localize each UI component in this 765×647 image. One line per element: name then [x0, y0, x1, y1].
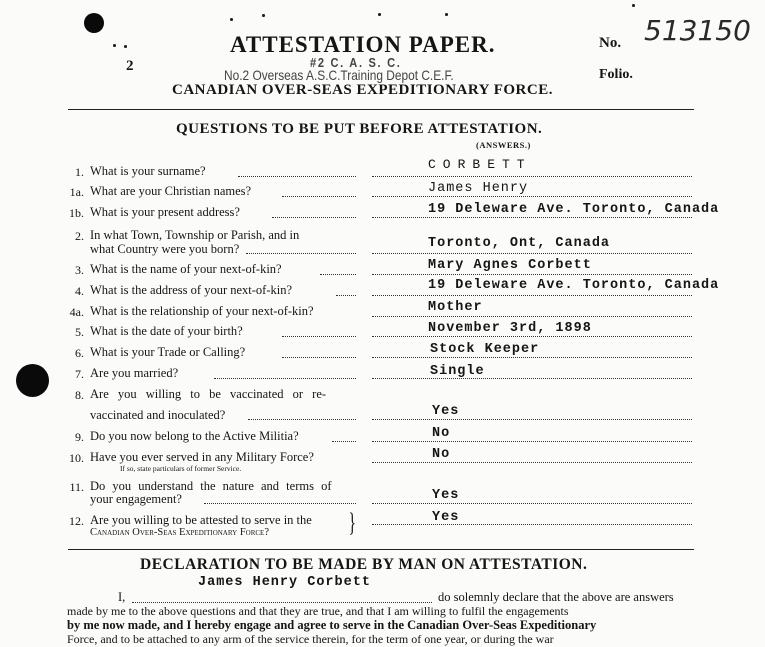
question-number: 1.: [75, 165, 84, 179]
question-leader: [238, 176, 356, 177]
question-leader: [248, 419, 356, 420]
question-text: Do you now belong to the Active Militia?: [90, 429, 299, 443]
question-text: Are you married?: [90, 366, 179, 380]
answer-understand: Yes: [432, 488, 460, 503]
question-number: 1b.: [69, 206, 84, 220]
speck: [113, 44, 116, 47]
question-number: 9.: [75, 430, 84, 444]
question-number: 11.: [69, 480, 84, 494]
questions-bottom-rule: [68, 549, 694, 550]
question-number: 3.: [75, 263, 84, 277]
answer-christian-names: James Henry: [428, 181, 529, 196]
question-number: 1a.: [69, 185, 84, 199]
answer-line: [372, 378, 692, 379]
speck: [378, 13, 381, 16]
answer-next-of-kin: Mary Agnes Corbett: [428, 258, 592, 273]
answer-line: [372, 217, 692, 218]
answer-line: [372, 316, 692, 317]
speck: [124, 45, 127, 48]
punch-hole-side: [16, 364, 49, 397]
question-leader: [282, 357, 356, 358]
question-text: What is the date of your birth?: [90, 324, 243, 338]
question-text-continued: Canadian Over-Seas Expeditionary Force?: [90, 527, 269, 538]
question-text: What are your Christian names?: [90, 184, 252, 198]
folio-label: Folio.: [599, 67, 633, 82]
document-title: ATTESTATION PAPER.: [230, 32, 496, 57]
unit-stamp-line2: No.2 Overseas A.S.C.Training Depot C.E.F.: [224, 67, 454, 83]
question-leader: [204, 503, 356, 504]
question-number: 6.: [75, 346, 84, 360]
answer-line: [372, 336, 692, 337]
answer-vaccinated: Yes: [432, 404, 460, 419]
question-leader: [336, 295, 356, 296]
question-leader: [320, 274, 356, 275]
question-text: What is your present address?: [90, 205, 240, 219]
question-text: Are you willing to be attested to serve in the: [90, 513, 312, 527]
header-rule: [68, 109, 694, 110]
declaration-line1-suffix: do solemnly declare that the above are answers: [438, 590, 674, 604]
question-number: 2.: [75, 229, 84, 243]
unit-stamp-line1: #2 C. A. S. C.: [310, 55, 402, 70]
answer-trade: Stock Keeper: [430, 342, 540, 357]
answer-relationship: Mother: [428, 300, 483, 315]
answer-line: [372, 357, 692, 358]
declaration-heading: DECLARATION TO BE MADE BY MAN ON ATTESTATION.: [140, 556, 588, 573]
answer-militia: No: [432, 426, 451, 441]
question-brace: }: [348, 508, 356, 537]
question-number: 12.: [69, 514, 84, 528]
question-text-continued: what Country were you born?: [90, 242, 240, 256]
question-text: What is your surname?: [90, 164, 206, 178]
declaration-name-line: [132, 602, 432, 603]
question-leader: [332, 441, 356, 442]
declarant-name: James Henry Corbett: [198, 575, 371, 590]
answer-military-service: No: [432, 447, 451, 462]
question-note: If so, state particulars of former Service.: [120, 464, 242, 473]
declaration-line4: Force, and to be attached to any arm of the service therein, for the term of one year, or during the war: [67, 632, 554, 646]
punch-hole-top: [84, 13, 104, 33]
speck: [230, 18, 233, 21]
question-text-continued: vaccinated and inoculated?: [90, 408, 226, 422]
question-number: 7.: [75, 367, 84, 381]
regimental-number: 513150: [644, 14, 751, 47]
corner-mark: 2: [126, 58, 134, 74]
speck: [262, 14, 265, 17]
questions-heading: QUESTIONS TO BE PUT BEFORE ATTESTATION.: [176, 121, 543, 137]
answer-line: [372, 503, 692, 504]
question-number: 4a.: [69, 305, 84, 319]
question-text: Do you understand the nature and terms of: [90, 479, 332, 493]
question-number: 4.: [75, 284, 84, 298]
number-label: No.: [599, 35, 622, 51]
declaration-line2: made by me to the above questions and that they are true, and that I am willing to fulfil the engagements: [67, 604, 569, 618]
question-text: Are you willing to be vaccinated or re-: [90, 387, 327, 401]
declaration-line3: by me now made, and I hereby engage and agree to serve in the Canadian Over-Seas Expeditionary: [67, 618, 597, 632]
answer-willing-to-serve: Yes: [432, 510, 460, 525]
question-text: In what Town, Township or Parish, and in: [90, 228, 300, 242]
question-text: What is the name of your next-of-kin?: [90, 262, 282, 276]
answers-label: (ANSWERS.): [476, 140, 531, 150]
question-number: 10.: [69, 451, 84, 465]
speck: [632, 4, 635, 7]
answer-line: [372, 524, 692, 525]
question-text: What is your Trade or Calling?: [90, 345, 246, 359]
answer-line: [372, 295, 692, 296]
question-text: Have you ever served in any Military Force?: [90, 450, 314, 464]
question-number: 5.: [75, 325, 84, 339]
answer-line: [372, 274, 692, 275]
answer-line: [372, 419, 692, 420]
answer-present-address: 19 Deleware Ave. Toronto, Canada: [428, 202, 720, 217]
question-leader: [246, 253, 356, 254]
question-number: 8.: [75, 388, 84, 402]
force-name: CANADIAN OVER-SEAS EXPEDITIONARY FORCE.: [172, 82, 553, 98]
answer-married: Single: [430, 364, 485, 379]
answer-birthplace: Toronto, Ont, Canada: [428, 236, 611, 251]
question-leader: [282, 196, 356, 197]
question-leader: [282, 336, 356, 337]
answer-next-of-kin-address: 19 Deleware Ave. Toronto, Canada: [428, 278, 720, 293]
question-text-continued: your engagement?: [90, 492, 182, 506]
answer-birth-date: November 3rd, 1898: [428, 321, 592, 336]
speck: [445, 13, 448, 16]
answer-line: [372, 441, 692, 442]
question-text: What is the relationship of your next-of-kin?: [90, 304, 314, 318]
answer-line: [372, 462, 692, 463]
question-leader: [214, 378, 356, 379]
answer-surname: CORBETT: [428, 157, 532, 172]
answer-line: [372, 196, 692, 197]
declaration-line1-prefix: I,: [118, 590, 126, 604]
answer-line: [372, 253, 692, 254]
question-text: What is the address of your next-of-kin?: [90, 283, 293, 297]
answer-line: [372, 176, 692, 177]
question-leader: [272, 217, 356, 218]
